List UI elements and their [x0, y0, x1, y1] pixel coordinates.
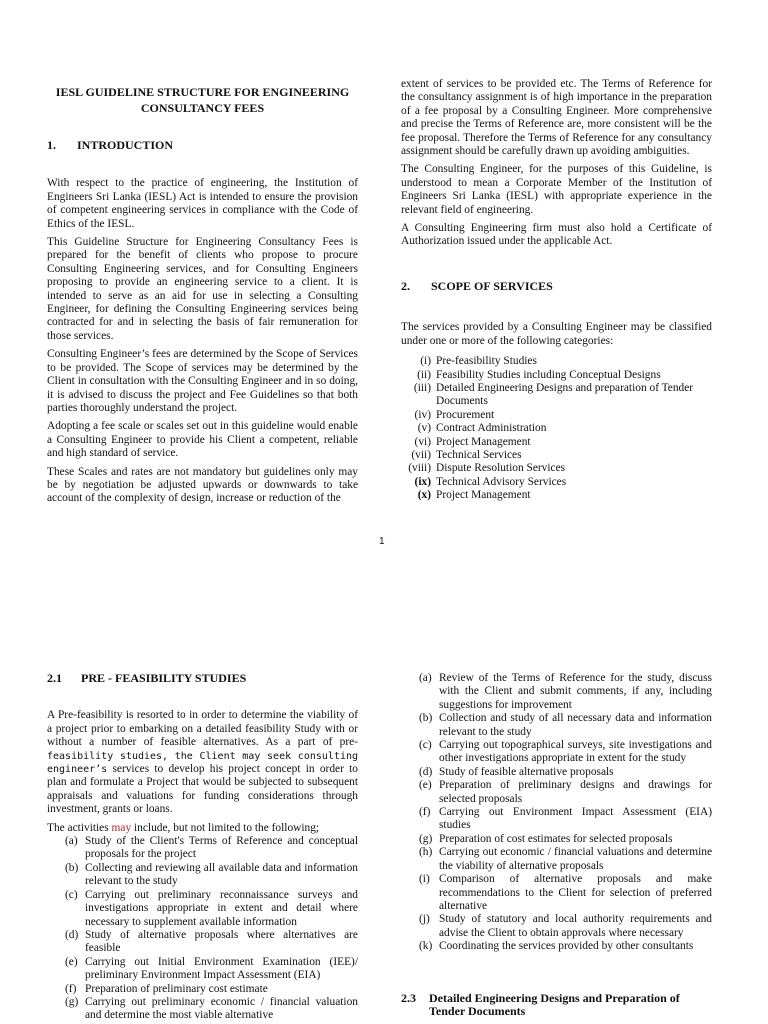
feasibility-list-item: [419, 940, 712, 953]
section-heading-detailed-designs: [401, 992, 712, 1019]
list-marker: (iv): [414, 408, 431, 421]
list-text: Pre-feasibility Studies: [436, 355, 537, 368]
list-text: Collection and study of all necessary data and information relevant to the study: [439, 712, 712, 738]
section-number: 2.1: [47, 671, 62, 685]
page2-right-heading: [401, 992, 712, 1019]
pre-feasibility-activities-list: [65, 835, 358, 1023]
feasibility-list-item: [419, 779, 712, 806]
scope-list-item: [401, 436, 712, 449]
list-marker: (viii): [408, 462, 431, 475]
list-marker: (k): [419, 940, 433, 953]
intro-paragraph-5: These Scales and rates are not mandatory but guidelines only may be by negotiation be adjusted upwards or downwards to take account of the complexity of design, increase or reduction of the: [47, 465, 358, 505]
feasibility-list-item: [419, 766, 712, 779]
scope-list-item: [401, 369, 712, 382]
list-text: Collecting and reviewing all available data and information relevant to the study: [85, 861, 358, 888]
list-text: Carrying out Initial Environment Examination (IEE)/ preliminary Environment Impact Assessment (EIA): [85, 955, 358, 982]
list-text: Project Management: [436, 489, 531, 502]
section-title: SCOPE OF SERVICES: [431, 278, 553, 293]
list-text: Contract Administration: [436, 422, 547, 435]
feasibility-list-item: [419, 873, 712, 913]
page2-right-column: [419, 672, 712, 954]
feasibility-activities-list: [419, 672, 712, 954]
pre-feasibility-paragraph-c: services to develop his project concept in order to plan and formulate a Project that would be subjected to subsequent appraisals and valuations for funding considerations through investment, grants or loans.: [47, 763, 358, 816]
pre-feasibility-list-item: [65, 996, 358, 1023]
list-text: Carrying out preliminary economic / financial valuation and determine the most viable alternative: [85, 995, 358, 1022]
pre-feasibility-list-item: [65, 889, 358, 929]
section-heading-pre-feasibility: [47, 672, 358, 685]
intro-paragraph-3: [47, 348, 358, 415]
pre-feasibility-paragraph: [47, 709, 358, 816]
list-text: Study of alternative proposals where alternatives are feasible: [85, 928, 358, 955]
intro-paragraph-3-lead: Consulting Engineer’s fees are determined by the Scope: [47, 348, 304, 361]
scope-list-item: [401, 449, 712, 462]
list-text: Carrying out economic / financial valuations and determine the viability of alternative proposals: [439, 846, 712, 872]
section-heading-introduction: [47, 139, 358, 152]
list-marker: (i): [420, 355, 431, 368]
right-paragraph-2: The Consulting Engineer, for the purposes of this Guideline, is understood to mean a Corporate Member of the Institution of Engineers Sri Lanka (IESL) with appropriate experience in the relevant field of engineering.: [401, 163, 712, 216]
list-text: Dispute Resolution Services: [436, 462, 566, 475]
list-marker: (f): [65, 982, 77, 995]
document-title-line2: CONSULTANCY FEES: [140, 101, 265, 115]
list-text: Project Management: [436, 435, 531, 448]
list-text: Study of feasible alternative proposals: [439, 765, 614, 778]
scope-list-item: [401, 355, 712, 368]
section-title: PRE - FEASIBILITY STUDIES: [81, 671, 247, 685]
list-marker: (e): [419, 779, 432, 792]
page2-left-column: [47, 672, 358, 1023]
list-marker: (vii): [411, 448, 431, 461]
list-text: Feasibility Studies including Conceptual Designs: [436, 368, 661, 381]
intro-paragraph-4: Adopting a fee scale or scales set out in this guideline would enable a Consulting Engineer to provide his Client a competent, reliable and high standard of service.: [47, 420, 358, 460]
feasibility-list-item: [419, 739, 712, 766]
list-text: Carrying out preliminary reconnaissance surveys and investigations appropriate in extent and detail where necessary to supplement available information: [85, 888, 358, 928]
feasibility-list-item: [419, 806, 712, 833]
list-marker: (x): [417, 489, 431, 502]
feasibility-list-item: [419, 846, 712, 873]
section-title: INTRODUCTION: [77, 138, 174, 152]
scope-list-item: [401, 422, 712, 435]
list-text: Comparison of alternative proposals and make recommendations to the Client for selection of preferred alternative: [439, 873, 712, 912]
scope-list-item: [401, 489, 712, 502]
section-number: 1.: [47, 138, 56, 152]
feasibility-list-item: [419, 833, 712, 846]
list-marker: (a): [65, 835, 78, 848]
pre-feasibility-list-item: [65, 862, 358, 889]
right-paragraph-3: A Consulting Engineering firm must also hold a Certificate of Authorization issued under the applicable Act.: [401, 222, 712, 248]
list-marker: (c): [419, 739, 432, 752]
list-text: Review of the Terms of Reference for the study, discuss with the Client and submit comments, if any, including suggestions for improvement: [439, 672, 712, 711]
document-title: [47, 84, 358, 116]
scope-list-item: [401, 476, 712, 489]
page1-left-column: [47, 84, 358, 506]
pre-feasibility-list-item: [65, 929, 358, 956]
list-marker: (d): [65, 928, 79, 941]
activities-may: may: [111, 821, 132, 834]
list-marker: (g): [65, 995, 79, 1008]
document-title-line1: IESL GUIDELINE STRUCTURE FOR ENGINEERING: [55, 85, 350, 99]
list-marker: (i): [419, 873, 430, 886]
feasibility-list-item: [419, 712, 712, 739]
scope-list-item: [401, 462, 712, 475]
list-marker: (iii): [413, 381, 431, 394]
activities-intro: [47, 822, 358, 835]
right-paragraph-1: extent of services to be provided etc. The Terms of Reference for the consultancy assignment is of high importance in the preparation of a fee proposal by a Consulting Engineer. More comprehensive and precise the Terms of Reference are, more consistent will be the fee proposal. Therefore the Terms of Reference for any consultancy assignment should be carefully drawn up avoiding ambiguities.: [401, 78, 712, 158]
pre-feasibility-paragraph-a: A Pre-feasibility is resorted to in order to determine the viability of a project prior to embarking on a detailed feasibility Study with or without a number of feasible alternatives. As a part of pre-: [47, 709, 358, 749]
list-text: Detailed Engineering Designs and preparation of Tender Documents: [436, 381, 694, 408]
scope-list-item: [401, 382, 712, 409]
list-marker: (ii): [417, 368, 431, 381]
list-marker: (b): [419, 712, 433, 725]
pre-feasibility-list-item: [65, 956, 358, 983]
list-marker: (ix): [414, 475, 431, 488]
list-text: Procurement: [436, 408, 495, 421]
list-marker: (d): [419, 765, 433, 778]
list-text: Preparation of preliminary cost estimate: [85, 982, 268, 995]
list-text: Study of statutory and local authority requirements and advise the Client to obtain approvals where necessary: [439, 913, 712, 939]
list-text: Preparation of preliminary designs and drawings for selected proposals: [439, 779, 712, 805]
section-title-line2: Tender Documents: [429, 1004, 526, 1019]
scope-list-item: [401, 409, 712, 422]
list-marker: (f): [419, 806, 431, 819]
section-number: 2.3: [401, 991, 416, 1005]
list-text: Technical Services: [436, 448, 522, 461]
pre-feasibility-paragraph-b: feasibility studies, the Client may seek consulting engineer’s: [47, 750, 358, 776]
list-text: Coordinating the services provided by other consultants: [439, 940, 694, 953]
page-number: 1: [379, 536, 385, 547]
scope-list: [401, 355, 712, 502]
list-text: Technical Advisory Services: [436, 475, 567, 488]
list-marker: (j): [419, 913, 430, 926]
section-number: 2.: [401, 278, 410, 293]
list-marker: (e): [65, 955, 78, 968]
list-marker: (c): [65, 888, 78, 901]
list-text: Preparation of cost estimates for selected proposals: [439, 832, 673, 845]
pre-feasibility-list-item: [65, 835, 358, 862]
list-marker: (g): [419, 832, 433, 845]
list-marker: (h): [419, 846, 433, 859]
intro-paragraph-3-rest: of Services to be provided. The Scope of services may be determined by the Client in consultation with the Consulting Engineer and in so doing, it is advised to discuss the project and Fee Guidelines so that both parties thoroughly understand the project.: [47, 348, 358, 414]
list-text: Study of the Client's Terms of Reference and conceptual proposals for the project: [85, 835, 358, 861]
list-marker: (b): [65, 861, 79, 874]
page1-right-column: [401, 78, 712, 503]
scope-paragraph: The services provided by a Consulting Engineer may be classified under one or more of the following categories:: [401, 321, 712, 347]
activities-intro-a: The activities: [47, 821, 112, 834]
pre-feasibility-list-item: [65, 983, 358, 996]
list-marker: (vi): [414, 435, 431, 448]
section-title-line1: Detailed Engineering Designs and Preparation of: [429, 991, 680, 1005]
intro-paragraph-1: With respect to the practice of engineering, the Institution of Engineers Sri Lanka (IESL) Act is intended to ensure the provision of competent engineering services in compliance with the Code of Ethics of the IESL.: [47, 177, 358, 230]
intro-paragraph-2: This Guideline Structure for Engineering Consultancy Fees is prepared for the benefit of clients who propose to procure Consulting Engineering services, and for Consulting Engineers proposing to provide an engineering service to a client. It is intended to serve as an aid for use in selecting a Consulting Engineer, for defining the Consulting Engineering services being contracted for and in selecting the basis of fair remuneration for those services.: [47, 236, 358, 342]
section-title-block: [429, 992, 680, 1019]
section-heading-scope: [401, 280, 712, 293]
feasibility-list-item: [419, 913, 712, 940]
list-marker: (v): [417, 422, 431, 435]
feasibility-list-item: [419, 672, 712, 712]
list-text: Carrying out topographical surveys, site investigations and other investigations appropriate in extent for the study: [439, 739, 712, 765]
list-text: Carrying out Environment Impact Assessment (EIA) studies: [439, 806, 712, 832]
activities-intro-b: include, but not limited to the following;: [131, 821, 320, 834]
list-marker: (a): [419, 672, 432, 684]
